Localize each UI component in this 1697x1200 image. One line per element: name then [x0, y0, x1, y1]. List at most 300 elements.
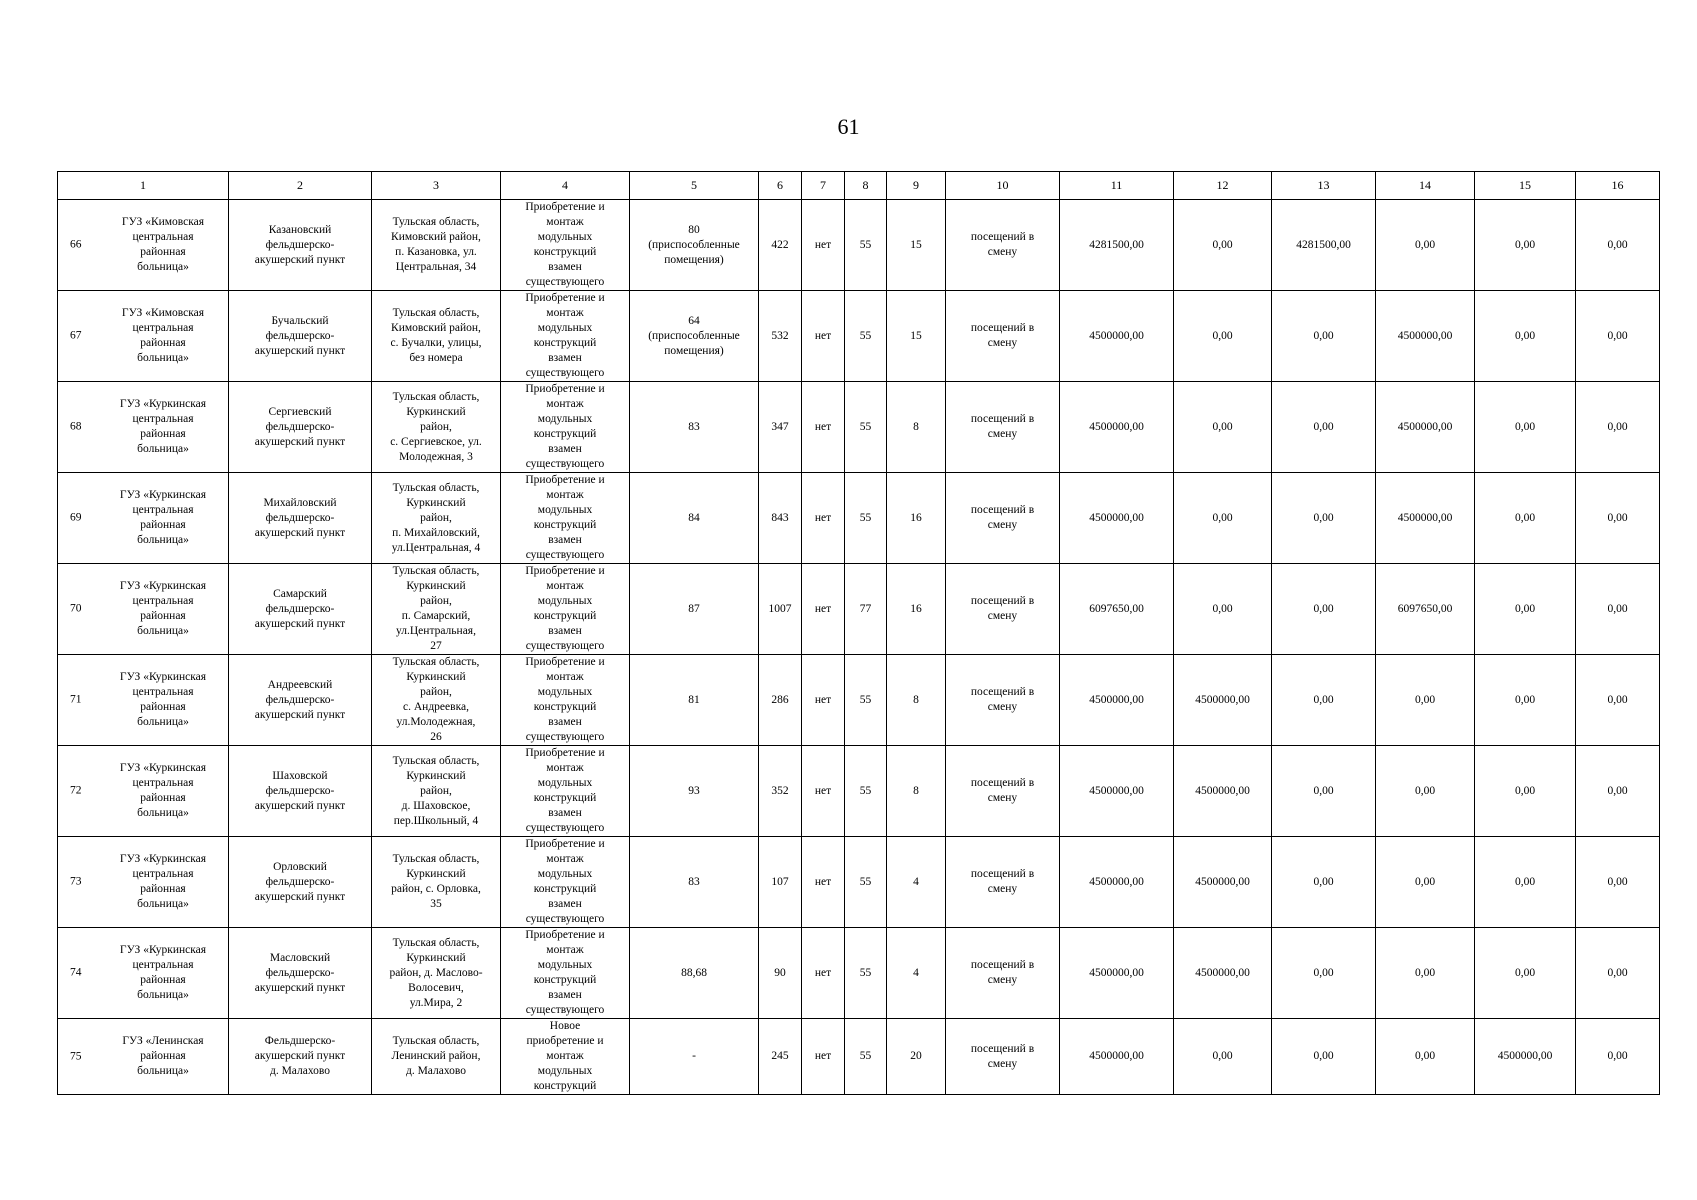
col16-cell: [1576, 473, 1660, 564]
col13-cell-text: 0,00: [1313, 1050, 1334, 1062]
area-cell-text: 93: [688, 784, 700, 797]
col13-cell-text: 0,00: [1313, 420, 1334, 433]
address-cell: [372, 564, 501, 655]
col8-cell: [845, 837, 887, 928]
action-cell: [501, 1019, 630, 1095]
address-cell: [372, 291, 501, 382]
col15-cell: [1475, 837, 1576, 928]
col13-cell-text: 0,00: [1313, 602, 1334, 615]
col11-cell-text: 4281500,00: [1089, 238, 1144, 251]
organization-cell: ГУЗ «Куркинская центральная районная больница»: [119, 762, 207, 819]
col14-cell-text: 4500000,00: [1397, 420, 1453, 433]
col9-cell: [887, 473, 946, 564]
col8-cell: [845, 928, 887, 1019]
action-cell-text: Приобретение и монтаж модульных конструкций взамен существующего: [525, 565, 605, 652]
col16-cell: [1576, 1019, 1660, 1095]
col6-cell-text: 286: [771, 693, 789, 706]
facility-name-cell: [229, 837, 372, 928]
col15-cell-text: 0,00: [1514, 420, 1536, 433]
row-number: 75: [70, 1050, 82, 1062]
action-cell-text: Приобретение и монтаж модульных конструкций взамен существующего: [525, 201, 605, 288]
col7-cell-text: нет: [814, 784, 832, 797]
facility-name-cell: [229, 1019, 372, 1095]
col11-cell: [1060, 564, 1174, 655]
table-row: [58, 473, 1660, 564]
col14-cell: [1376, 837, 1475, 928]
col8-cell-text: 55: [859, 784, 872, 797]
organization-cell: ГУЗ «Ленинская районная больница»: [122, 1035, 204, 1077]
col9-cell-text: 8: [913, 693, 919, 706]
row-number: 66: [70, 238, 82, 251]
col15-cell-text: 0,00: [1514, 602, 1536, 615]
col9-cell-text: 8: [913, 784, 919, 797]
col7-cell: [802, 928, 845, 1019]
first-column-cell: [58, 837, 229, 928]
col11-cell-text: 4500000,00: [1089, 966, 1144, 979]
col15-cell: [1475, 473, 1576, 564]
facility-name-cell: [229, 473, 372, 564]
col14-cell: [1376, 655, 1475, 746]
col6-cell: [759, 291, 802, 382]
column-header-10: 10: [946, 172, 1060, 200]
col16-cell-text: 0,00: [1607, 1050, 1628, 1062]
col10-cell-text: посещений в смену: [970, 504, 1035, 531]
facility-name-cell: [229, 200, 372, 291]
col9-cell-text: 15: [910, 329, 922, 342]
action-cell-text: Приобретение и монтаж модульных конструкций взамен существующего: [525, 474, 605, 561]
action-cell-text: Приобретение и монтаж модульных конструкций взамен существующего: [525, 838, 605, 925]
col11-cell-text: 6097650,00: [1089, 602, 1144, 615]
col13-cell: [1272, 564, 1376, 655]
col14-cell-text: 4500000,00: [1397, 511, 1453, 524]
column-header-3: 3: [372, 172, 501, 200]
col10-cell: [946, 1019, 1060, 1095]
col7-cell-text: нет: [814, 693, 832, 706]
column-header-4: 4: [501, 172, 630, 200]
col14-cell-text: 0,00: [1414, 784, 1436, 797]
column-header-7: 7: [802, 172, 845, 200]
col11-cell-text: 4500000,00: [1089, 693, 1144, 706]
col8-cell-text: 55: [859, 329, 872, 342]
page-number: 61: [837, 114, 860, 139]
facility-name-cell: [229, 564, 372, 655]
col16-cell: [1576, 382, 1660, 473]
facility-name-cell-text: Михайловский фельдшерско- акушерский пункт: [254, 496, 346, 539]
col16-cell: [1576, 291, 1660, 382]
area-cell: [630, 200, 759, 291]
table-row: [58, 837, 1660, 928]
col13-cell-text: 0,00: [1313, 966, 1334, 979]
column-header-2: 2: [229, 172, 372, 200]
row-number: 67: [70, 329, 82, 342]
col6-cell-text: 90: [774, 966, 786, 979]
action-cell-text: Приобретение и монтаж модульных конструкций взамен существующего: [525, 383, 605, 470]
organization-cell: ГУЗ «Куркинская центральная районная больница»: [119, 489, 207, 546]
col9-cell-text: 16: [910, 511, 922, 524]
col16-cell-text: 0,00: [1607, 238, 1628, 251]
col11-cell-text: 4500000,00: [1089, 875, 1144, 888]
col8-cell-text: 55: [859, 420, 872, 433]
first-column-cell: [58, 382, 229, 473]
col6-cell-text: 245: [771, 1050, 789, 1062]
col15-cell-text: 0,00: [1514, 329, 1536, 342]
col16-cell-text: 0,00: [1607, 420, 1628, 433]
col11-cell: [1060, 291, 1174, 382]
col13-cell: [1272, 200, 1376, 291]
col15-cell-text: 0,00: [1514, 511, 1536, 524]
col15-cell-text: 0,00: [1514, 966, 1536, 979]
address-cell: [372, 382, 501, 473]
area-cell-text: -: [692, 1050, 696, 1062]
col7-cell-text: нет: [814, 329, 832, 342]
col9-cell: [887, 746, 946, 837]
action-cell: [501, 473, 630, 564]
col10-cell-text: посещений в смену: [970, 959, 1035, 986]
col6-cell: [759, 200, 802, 291]
first-column-cell: [58, 564, 229, 655]
col15-cell: [1475, 1019, 1576, 1095]
col7-cell: [802, 200, 845, 291]
data-table: [57, 171, 1660, 1095]
facility-name-cell: [229, 655, 372, 746]
first-column-cell: [58, 746, 229, 837]
col6-cell-text: 347: [771, 420, 789, 433]
col8-cell: [845, 200, 887, 291]
col13-cell-text: 0,00: [1313, 784, 1334, 797]
action-cell: [501, 655, 630, 746]
col12-cell-text: 4500000,00: [1195, 784, 1250, 797]
col16-cell: [1576, 655, 1660, 746]
col7-cell: [802, 473, 845, 564]
col10-cell: [946, 928, 1060, 1019]
col13-cell: [1272, 837, 1376, 928]
col16-cell-text: 0,00: [1607, 784, 1628, 797]
col9-cell-text: 8: [913, 420, 919, 433]
col10-cell-text: посещений в смену: [970, 868, 1035, 895]
col8-cell: [845, 473, 887, 564]
col7-cell: [802, 291, 845, 382]
col9-cell: [887, 291, 946, 382]
organization-cell: ГУЗ «Куркинская центральная районная больница»: [119, 944, 207, 1001]
address-cell-text: Тульская область, Куркинский район, с. Сергиевское, ул. Молодежная, 3: [390, 390, 482, 463]
col10-cell: [946, 655, 1060, 746]
address-cell: [372, 200, 501, 291]
col16-cell-text: 0,00: [1607, 511, 1628, 524]
col13-cell: [1272, 382, 1376, 473]
col9-cell: [887, 928, 946, 1019]
col8-cell: [845, 746, 887, 837]
col8-cell: [845, 655, 887, 746]
col13-cell: [1272, 746, 1376, 837]
col12-cell-text: 4500000,00: [1195, 693, 1250, 706]
col10-cell: [946, 382, 1060, 473]
row-number: 70: [70, 602, 82, 615]
area-cell: [630, 928, 759, 1019]
col7-cell-text: нет: [814, 420, 832, 433]
col6-cell: [759, 1019, 802, 1095]
col14-cell-text: 0,00: [1414, 875, 1436, 888]
col16-cell: [1576, 564, 1660, 655]
col15-cell-text: 0,00: [1514, 875, 1536, 888]
area-cell: [630, 746, 759, 837]
col7-cell-text: нет: [814, 238, 832, 251]
action-cell: [501, 837, 630, 928]
col7-cell-text: нет: [814, 966, 832, 979]
action-cell-text: Новое приобретение и монтаж модульных конструкций: [526, 1020, 604, 1092]
col12-cell-text: 4500000,00: [1195, 966, 1250, 979]
column-header-1: 1: [58, 172, 229, 200]
facility-name-cell-text: Андреевский фельдшерско- акушерский пункт: [254, 678, 346, 721]
col15-cell-text: 0,00: [1514, 238, 1536, 251]
col9-cell: [887, 564, 946, 655]
action-cell: [501, 564, 630, 655]
col9-cell: [887, 382, 946, 473]
col12-cell: [1174, 564, 1272, 655]
col12-cell: [1174, 200, 1272, 291]
col14-cell-text: 4500000,00: [1397, 329, 1453, 342]
col13-cell: [1272, 928, 1376, 1019]
col14-cell: [1376, 473, 1475, 564]
area-cell: [630, 837, 759, 928]
col8-cell-text: 77: [859, 602, 872, 615]
action-cell: [501, 746, 630, 837]
area-cell-text: 81: [688, 693, 700, 706]
col13-cell: [1272, 291, 1376, 382]
column-header-6: 6: [759, 172, 802, 200]
col12-cell: [1174, 655, 1272, 746]
action-cell-text: Приобретение и монтаж модульных конструкций взамен существующего: [525, 747, 605, 834]
col11-cell: [1060, 382, 1174, 473]
col10-cell: [946, 837, 1060, 928]
col14-cell-text: 0,00: [1414, 966, 1436, 979]
facility-name-cell-text: Бучальский фельдшерско- акушерский пункт: [254, 314, 346, 357]
col12-cell: [1174, 473, 1272, 564]
col12-cell: [1174, 382, 1272, 473]
area-cell: [630, 564, 759, 655]
col6-cell: [759, 837, 802, 928]
col11-cell: [1060, 746, 1174, 837]
col6-cell: [759, 655, 802, 746]
col7-cell: [802, 746, 845, 837]
facility-name-cell-text: Казановский фельдшерско- акушерский пункт: [254, 223, 346, 266]
col10-cell-text: посещений в смену: [970, 686, 1035, 713]
col10-cell-text: посещений в смену: [970, 1042, 1035, 1070]
column-header-5: 5: [630, 172, 759, 200]
col15-cell: [1475, 291, 1576, 382]
col16-cell-text: 0,00: [1607, 329, 1628, 342]
col16-cell-text: 0,00: [1607, 875, 1628, 888]
address-cell-text: Тульская область, Куркинский район, д. Маслово- Волосевич, ул.Мира, 2: [389, 936, 483, 1009]
facility-name-cell-text: Сергиевский фельдшерско- акушерский пункт: [254, 405, 346, 448]
area-cell-text: 64 (приспособленные помещения): [648, 314, 740, 357]
col8-cell-text: 55: [859, 875, 872, 888]
address-cell: [372, 837, 501, 928]
col13-cell-text: 0,00: [1313, 329, 1334, 342]
col9-cell: [887, 837, 946, 928]
col14-cell: [1376, 746, 1475, 837]
col6-cell-text: 107: [771, 875, 789, 888]
col7-cell-text: нет: [814, 602, 832, 615]
col15-cell: [1475, 382, 1576, 473]
col11-cell: [1060, 473, 1174, 564]
facility-name-cell-text: Фельдшерско- акушерский пункт д. Малахово: [254, 1035, 346, 1077]
col8-cell-text: 55: [859, 511, 872, 524]
col11-cell-text: 4500000,00: [1089, 511, 1144, 524]
col15-cell-text: 4500000,00: [1497, 1050, 1553, 1062]
header-row: [58, 172, 1660, 200]
col7-cell-text: нет: [814, 1050, 832, 1062]
action-cell-text: Приобретение и монтаж модульных конструкций взамен существующего: [525, 292, 605, 379]
col8-cell: [845, 564, 887, 655]
facility-name-cell-text: Орловский фельдшерско- акушерский пункт: [254, 860, 346, 903]
action-cell: [501, 928, 630, 1019]
area-cell: [630, 473, 759, 564]
col11-cell-text: 4500000,00: [1089, 1050, 1144, 1062]
col14-cell: [1376, 928, 1475, 1019]
col12-cell-text: 0,00: [1212, 511, 1233, 524]
col9-cell-text: 4: [913, 966, 919, 979]
col6-cell-text: 1007: [768, 602, 792, 615]
col11-cell-text: 4500000,00: [1089, 420, 1144, 433]
facility-name-cell: [229, 928, 372, 1019]
col11-cell: [1060, 928, 1174, 1019]
col14-cell: [1376, 291, 1475, 382]
address-cell-text: Тульская область, Куркинский район, д. Шаховское, пер.Школьный, 4: [392, 754, 480, 827]
col7-cell: [802, 564, 845, 655]
area-cell-text: 87: [688, 602, 700, 615]
col14-cell-text: 0,00: [1414, 238, 1436, 251]
col14-cell-text: 0,00: [1414, 693, 1436, 706]
address-cell-text: Тульская область, Куркинский район, п. Михайловский, ул.Центральная, 4: [391, 481, 481, 554]
col16-cell-text: 0,00: [1607, 966, 1628, 979]
table-row: [58, 746, 1660, 837]
col7-cell: [802, 655, 845, 746]
address-cell-text: Тульская область, Кимовский район, с. Бучалки, улицы, без номера: [390, 307, 482, 364]
address-cell: [372, 655, 501, 746]
organization-cell: ГУЗ «Куркинская центральная районная больница»: [119, 398, 207, 455]
address-cell-text: Тульская область, Куркинский район, п. Самарский, ул.Центральная, 27: [392, 565, 480, 652]
column-header-11: 11: [1060, 172, 1174, 200]
col11-cell-text: 4500000,00: [1089, 329, 1144, 342]
col15-cell-text: 0,00: [1514, 693, 1536, 706]
col7-cell: [802, 1019, 845, 1095]
facility-name-cell-text: Шаховской фельдшерско- акушерский пункт: [254, 769, 346, 812]
area-cell-text: 80 (приспособленные помещения): [648, 223, 740, 266]
address-cell-text: Тульская область, Куркинский район, с. Орловка, 35: [391, 853, 481, 910]
col14-cell: [1376, 1019, 1475, 1095]
col12-cell: [1174, 291, 1272, 382]
row-number: 68: [70, 420, 82, 433]
col8-cell-text: 55: [859, 238, 872, 251]
facility-name-cell-text: Самарский фельдшерско- акушерский пункт: [254, 587, 346, 630]
col12-cell: [1174, 837, 1272, 928]
address-cell-text: Тульская область, Куркинский район, с. Андреевка, ул.Молодежная, 26: [392, 656, 480, 743]
col10-cell: [946, 746, 1060, 837]
col16-cell: [1576, 928, 1660, 1019]
action-cell-text: Приобретение и монтаж модульных конструкций взамен существующего: [525, 929, 605, 1016]
col6-cell-text: 422: [771, 238, 789, 251]
col12-cell-text: 0,00: [1212, 329, 1233, 342]
facility-name-cell-text: Масловский фельдшерско- акушерский пункт: [254, 951, 346, 994]
col8-cell-text: 55: [859, 966, 872, 979]
action-cell-text: Приобретение и монтаж модульных конструкций взамен существующего: [525, 656, 605, 743]
col11-cell: [1060, 837, 1174, 928]
col9-cell-text: 15: [910, 238, 922, 251]
action-cell: [501, 291, 630, 382]
column-header-16: 16: [1576, 172, 1660, 200]
organization-cell: ГУЗ «Куркинская центральная районная больница»: [119, 671, 207, 728]
area-cell-text: 83: [688, 420, 700, 433]
address-cell-text: Тульская область, Ленинский район, д. Малахово: [391, 1035, 481, 1077]
organization-cell: ГУЗ «Куркинская центральная районная больница»: [119, 853, 207, 910]
table-row: [58, 1019, 1660, 1095]
first-column-cell: [58, 1019, 229, 1095]
area-cell: [630, 655, 759, 746]
area-cell: [630, 1019, 759, 1095]
row-number: 73: [70, 875, 82, 888]
col12-cell: [1174, 1019, 1272, 1095]
first-column-cell: [58, 473, 229, 564]
first-column-cell: [58, 928, 229, 1019]
first-column-cell: [58, 291, 229, 382]
area-cell-text: 83: [688, 875, 700, 888]
action-cell: [501, 382, 630, 473]
address-cell: [372, 928, 501, 1019]
col10-cell: [946, 564, 1060, 655]
col7-cell: [802, 837, 845, 928]
address-cell: [372, 746, 501, 837]
table-row: [58, 291, 1660, 382]
table-row: [58, 382, 1660, 473]
column-header-14: 14: [1376, 172, 1475, 200]
col13-cell: [1272, 473, 1376, 564]
col14-cell: [1376, 564, 1475, 655]
col9-cell: [887, 1019, 946, 1095]
area-cell-text: 88,68: [681, 966, 707, 979]
col6-cell-text: 532: [771, 329, 789, 342]
col15-cell: [1475, 655, 1576, 746]
column-header-13: 13: [1272, 172, 1376, 200]
col14-cell-text: 6097650,00: [1397, 602, 1453, 615]
col16-cell-text: 0,00: [1607, 693, 1628, 706]
organization-cell: ГУЗ «Куркинская центральная районная больница»: [119, 580, 207, 637]
col16-cell: [1576, 746, 1660, 837]
col15-cell-text: 0,00: [1514, 784, 1536, 797]
col12-cell-text: 0,00: [1212, 1050, 1233, 1062]
col6-cell: [759, 928, 802, 1019]
col9-cell: [887, 655, 946, 746]
col8-cell-text: 55: [859, 1050, 872, 1062]
col15-cell: [1475, 564, 1576, 655]
col12-cell: [1174, 928, 1272, 1019]
area-cell: [630, 291, 759, 382]
col14-cell: [1376, 382, 1475, 473]
col9-cell-text: 20: [910, 1050, 922, 1062]
col10-cell-text: посещений в смену: [970, 413, 1035, 440]
address-cell-text: Тульская область, Кимовский район, п. Казановка, ул. Центральная, 34: [391, 216, 481, 273]
col10-cell-text: посещений в смену: [970, 231, 1035, 258]
row-number: 72: [70, 784, 82, 797]
facility-name-cell: [229, 746, 372, 837]
col11-cell-text: 4500000,00: [1089, 784, 1144, 797]
col15-cell: [1475, 200, 1576, 291]
table-row: [58, 200, 1660, 291]
table-row: [58, 655, 1660, 746]
col8-cell: [845, 291, 887, 382]
row-number: 74: [70, 966, 82, 979]
facility-name-cell: [229, 291, 372, 382]
action-cell: [501, 200, 630, 291]
